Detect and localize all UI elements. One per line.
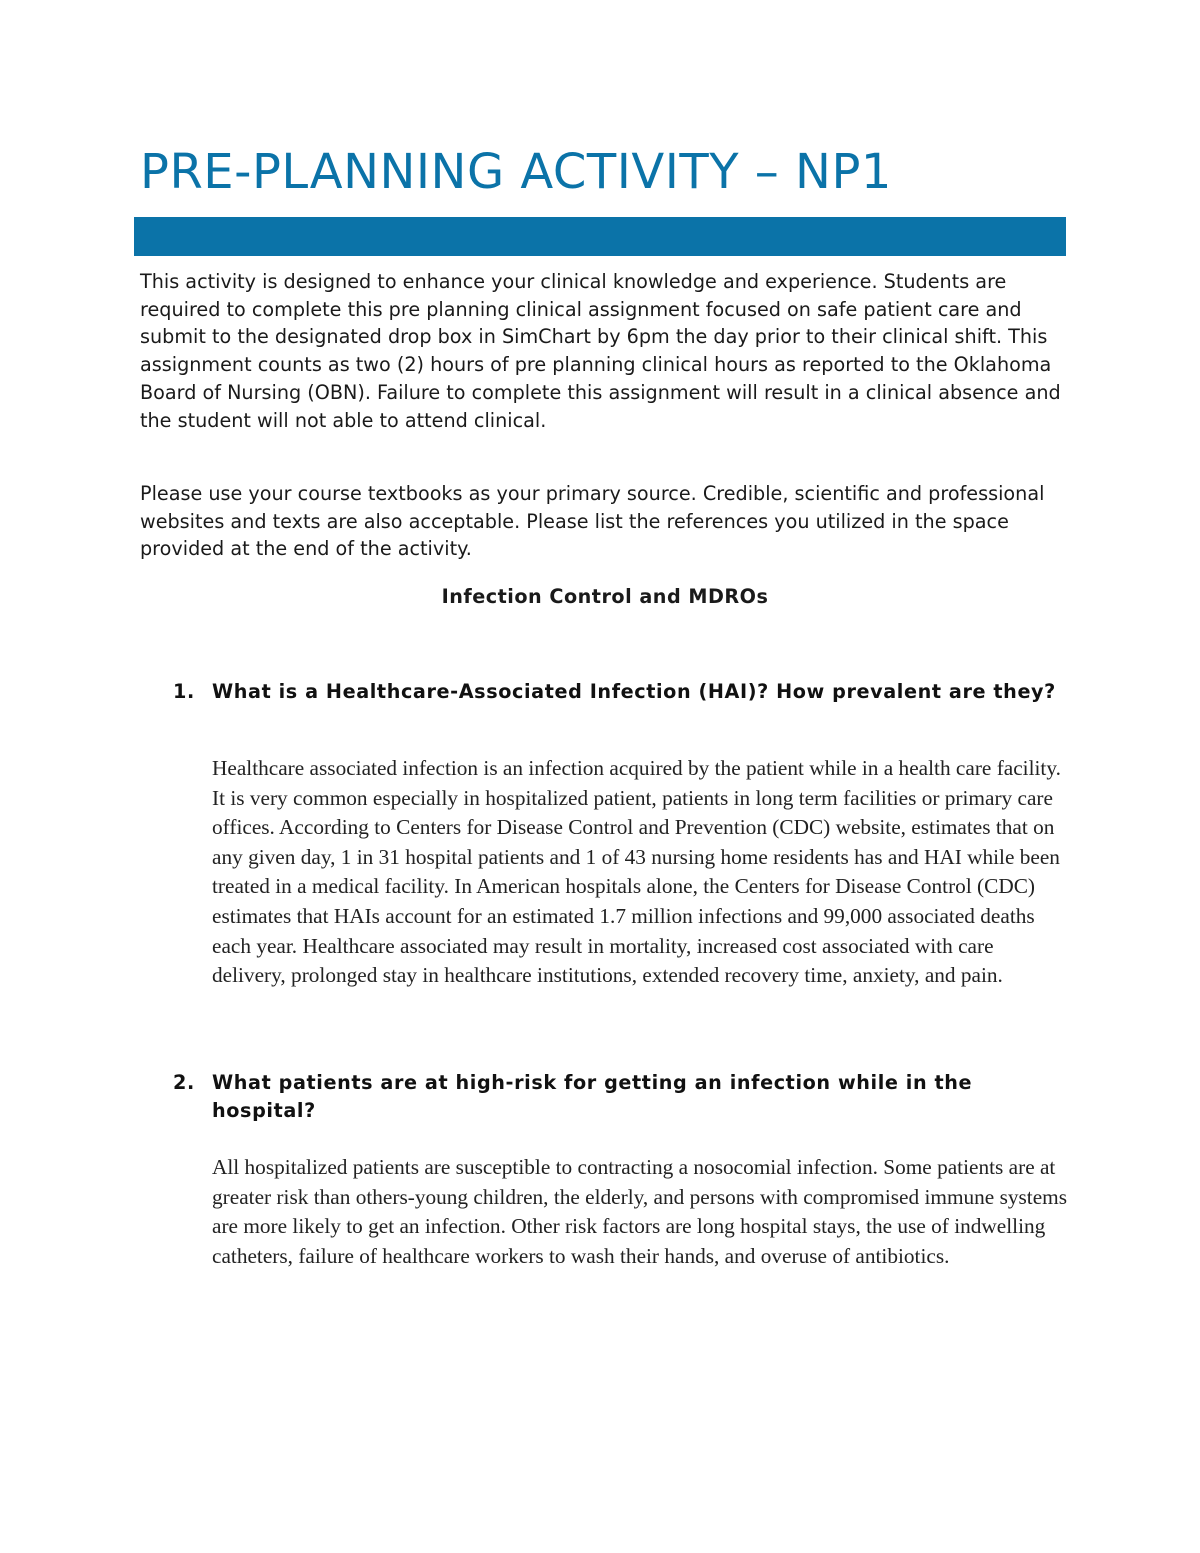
question-2 — [173, 1069, 1063, 1125]
question-text: What is a Healthcare-Associated Infection (HAI)? How prevalent are they? — [212, 680, 1056, 703]
title-accent-bar — [134, 217, 1066, 256]
document-title: PRE-PLANNING ACTIVITY – NP1 — [140, 144, 892, 200]
question-number: 1. — [173, 680, 195, 703]
answer-1: Healthcare associated infection is an infection acquired by the patient while in a health care facility. It is very common especially in hospitalized patient, patients in long term facilities or primary care offices. According to Centers for Disease Control and Prevention (CDC) website, estimates that on any given day, 1 in 31 hospital patients and 1 of 43 nursing home residents has and HAI while been treated in a medical facility. In American hospitals alone, the Centers for Disease Control (CDC) estimates that HAIs account for an estimated 1.7 million infections and 99,000 associated deaths each year. Healthcare associated may result in mortality, increased cost associated with care delivery, prolonged stay in healthcare institutions, extended recovery time, anxiety, and pain. — [212, 756, 1061, 988]
question-text: What patients are at high-risk for getting an infection while in the hospital? — [212, 1071, 973, 1122]
question-number: 2. — [173, 1071, 195, 1094]
section-heading: Infection Control and MDROs — [441, 585, 769, 608]
answer-2: All hospitalized patients are susceptible to contracting a nosocomial infection. Some patients are at greater risk than others-young children, the elderly, and persons with compromised immune systems are more likely to get an infection. Other risk factors are long hospital stays, the use of indwelling catheters, failure of healthcare workers to wash their hands, and overuse of antibiotics. — [212, 1155, 1068, 1268]
question-1 — [173, 678, 1063, 706]
sources-paragraph: Please use your course textbooks as your primary source. Credible, scientific and professional websites and texts are also acceptable. Please list the references you utilized in the space provided at the end of the activity. — [140, 482, 1045, 561]
intro-paragraph: This activity is designed to enhance your clinical knowledge and experience. Students are required to complete this pre planning clinical assignment focused on safe patient care and submit to the designated drop box in SimChart by 6pm the day prior to their clinical shift. This assignment counts as two (2) hours of pre planning clinical hours as reported to the Oklahoma Board of Nursing (OBN). Failure to complete this assignment will result in a clinical absence and the student will not able to attend clinical. — [140, 270, 1061, 432]
